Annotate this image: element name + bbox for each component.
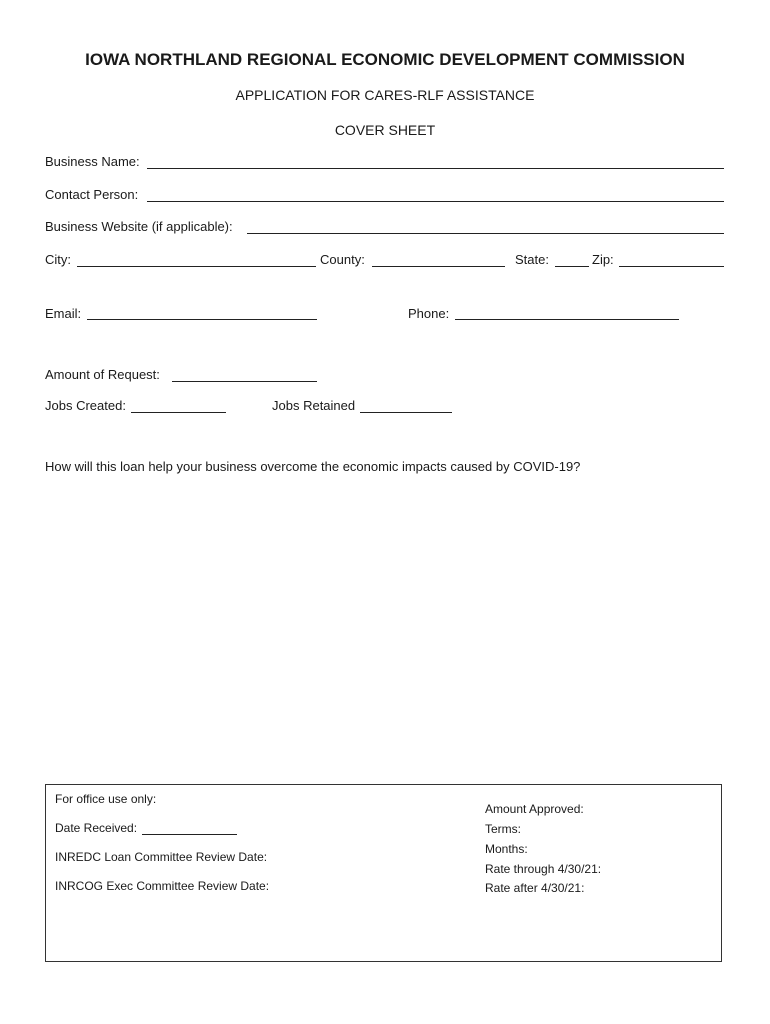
business-name-label: Business Name: — [45, 154, 140, 169]
zip-label: Zip: — [592, 252, 614, 267]
date-received-field[interactable] — [142, 834, 237, 835]
city-field[interactable] — [77, 266, 316, 267]
jobs-created-field[interactable] — [131, 412, 226, 413]
zip-field[interactable] — [619, 266, 724, 267]
contact-person-label: Contact Person: — [45, 187, 139, 202]
months-label: Months: — [485, 842, 528, 856]
office-use-heading: For office use only: — [55, 792, 157, 806]
county-label: County: — [320, 252, 365, 267]
city-label: City: — [45, 252, 71, 267]
jobs-retained-label: Jobs Retained — [272, 398, 356, 413]
amount-approved-label: Amount Approved: — [485, 802, 584, 816]
contact-person-field[interactable] — [147, 201, 724, 202]
exec-committee-review-label: INRCOG Exec Committee Review Date: — [55, 879, 270, 893]
form-subtitle: APPLICATION FOR CARES-RLF ASSISTANCE — [235, 87, 535, 103]
email-field[interactable] — [87, 319, 317, 320]
amount-of-request-label: Amount of Request: — [45, 367, 160, 382]
business-name-field[interactable] — [147, 168, 724, 169]
jobs-retained-field[interactable] — [360, 412, 452, 413]
business-website-field[interactable] — [247, 233, 724, 234]
rate-after-label: Rate after 4/30/21: — [485, 881, 585, 895]
phone-label: Phone: — [408, 306, 450, 321]
loan-committee-review-label: INREDC Loan Committee Review Date: — [55, 850, 268, 864]
office-use-box — [45, 784, 722, 962]
date-received-label: Date Received: — [55, 821, 138, 835]
rate-through-label: Rate through 4/30/21: — [485, 862, 602, 876]
cover-sheet-label: COVER SHEET — [334, 122, 436, 138]
covid-impact-question: How will this loan help your business overcome the economic impacts caused by COVID-19? — [45, 459, 581, 474]
covid-impact-answer-area[interactable] — [45, 480, 725, 770]
business-website-label: Business Website (if applicable): — [45, 219, 233, 234]
jobs-created-label: Jobs Created: — [45, 398, 126, 413]
page-title: IOWA NORTHLAND REGIONAL ECONOMIC DEVELOPMENT COMMISSION — [85, 50, 685, 69]
amount-of-request-field[interactable] — [172, 381, 317, 382]
phone-field[interactable] — [455, 319, 679, 320]
state-label: State: — [515, 252, 549, 267]
state-field[interactable] — [555, 266, 589, 267]
terms-label: Terms: — [485, 822, 521, 836]
county-field[interactable] — [372, 266, 505, 267]
email-label: Email: — [45, 306, 82, 321]
